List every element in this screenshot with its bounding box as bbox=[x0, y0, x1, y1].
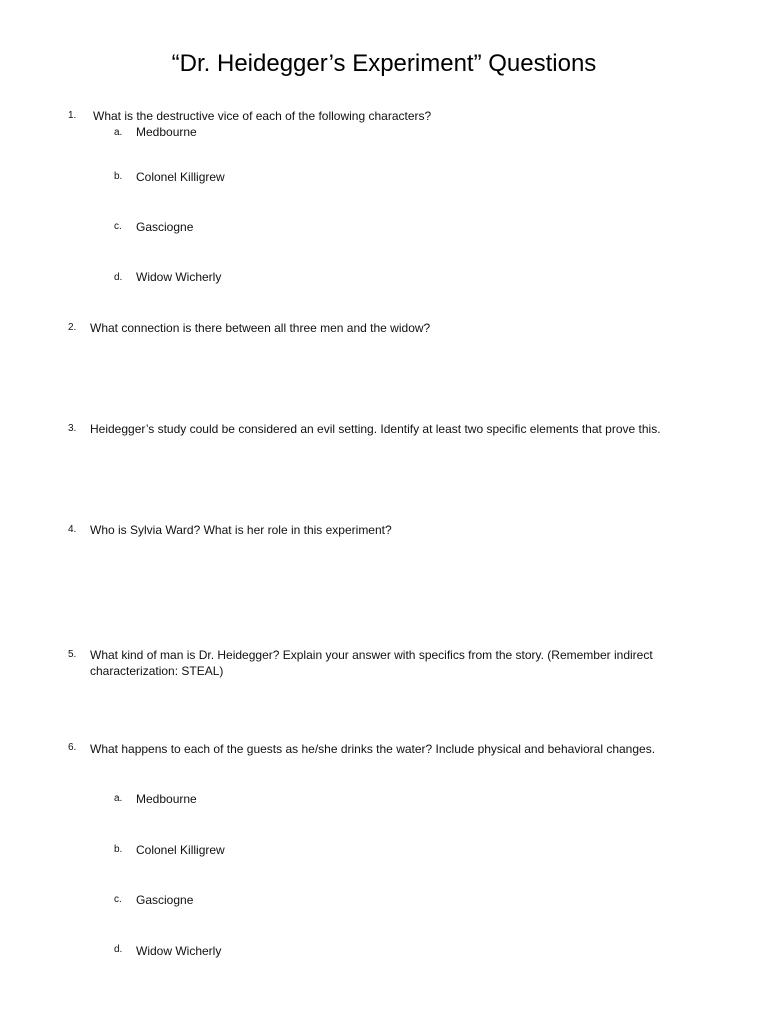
subitem-text: Gasciogne bbox=[136, 893, 194, 907]
subitem-letter: c. bbox=[114, 221, 122, 232]
question-text: Heidegger’s study could be considered an evil setting. Identify at least two specific elements that prove this. bbox=[90, 422, 661, 436]
subitem-text: Colonel Killigrew bbox=[136, 843, 225, 857]
subitem-text: Medbourne bbox=[136, 792, 197, 806]
question-number: 6. bbox=[68, 742, 77, 753]
question-text: What happens to each of the guests as he/she drinks the water? Include physical and behavioral changes. bbox=[90, 742, 656, 756]
question-number: 4. bbox=[68, 524, 77, 535]
question-text: What connection is there between all three men and the widow? bbox=[90, 321, 431, 335]
subitem-text: Widow Wicherly bbox=[136, 270, 222, 284]
question-text: Who is Sylvia Ward? What is her role in this experiment? bbox=[90, 523, 392, 537]
subitem-letter: d. bbox=[114, 944, 123, 955]
page-title: “Dr. Heidegger’s Experiment” Questions bbox=[171, 50, 597, 77]
subitem-text: Widow Wicherly bbox=[136, 944, 222, 958]
subitem-letter: a. bbox=[114, 127, 123, 138]
subitem-letter: d. bbox=[114, 272, 123, 283]
question-number: 2. bbox=[68, 322, 77, 333]
question-number: 1. bbox=[68, 110, 77, 121]
question-text: What is the destructive vice of each of the following characters? bbox=[93, 109, 432, 123]
question-number: 3. bbox=[68, 423, 77, 434]
subitem-letter: b. bbox=[114, 171, 123, 182]
subitem-text: Gasciogne bbox=[136, 220, 194, 234]
question-number: 5. bbox=[68, 649, 77, 660]
subitem-letter: b. bbox=[114, 844, 123, 855]
question-text: What kind of man is Dr. Heidegger? Explain your answer with specifics from the story. (Remember indirect characterization: STEAL) bbox=[90, 648, 653, 678]
subitem-letter: c. bbox=[114, 894, 122, 905]
subitem-text: Colonel Killigrew bbox=[136, 170, 225, 184]
subitem-letter: a. bbox=[114, 793, 123, 804]
subitem-text: Medbourne bbox=[136, 125, 197, 139]
